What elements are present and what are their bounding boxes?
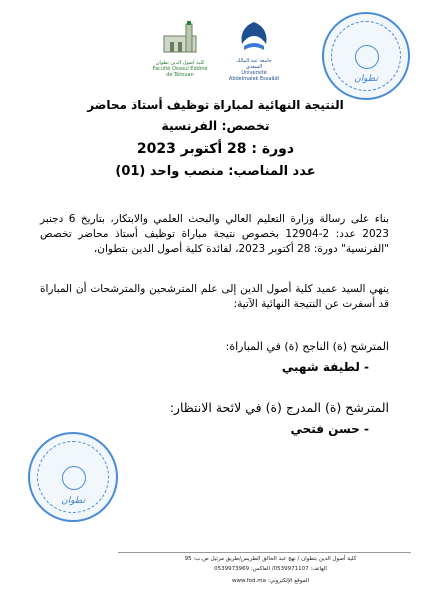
- session-date: دورة : 28 أكتوبر 2023: [136, 141, 295, 157]
- successful-candidate-name: - لطيفة شهبي: [281, 360, 369, 374]
- footer-website: الموقع الإلكتروني: www.fod.ma: [232, 578, 309, 584]
- footer-divider: [118, 552, 411, 553]
- faculty-logo: [150, 20, 210, 78]
- university-logo: [228, 20, 280, 82]
- official-stamp-bottom: تطوان: [28, 432, 118, 522]
- footer-address: كلية أصول الدين بتطوان / نهج عبد الخالق الطريس/طريق مرتيل ص.ب: 95: [184, 556, 357, 562]
- stamp-emblem-icon: [355, 45, 379, 69]
- waiting-list-label: المترشح (ة) المدرج (ة) في لائحة الانتظار:: [169, 400, 389, 415]
- specialization: تخصص: الفرنسية: [161, 118, 270, 133]
- official-stamp-top: تطوان: [322, 12, 410, 100]
- faculty-name-latin: Faculté Ossoul Eddine de Tétouan: [152, 66, 208, 78]
- announcement-paragraph: ينهي السيد عميد كلية أصول الدين إلى علم المترشحين والمترشحات أن المباراة قد أسفرت عن النتيجة النهائية الآتية:: [40, 283, 389, 310]
- footer-phone: الهاتف: 0539971107/ الفاكس: 0539973969: [214, 566, 327, 572]
- waiting-list-name: - حسن فتحي: [290, 422, 369, 436]
- announcement-title: النتيجة النهائية لمباراة توظيف أستاذ محاضر: [87, 98, 344, 112]
- positions-count: عدد المناصب: منصب واحد (01): [115, 164, 316, 179]
- reference-paragraph: بناء على رسالة وزارة التعليم العالي والبحث العلمي والابتكار، بتاريخ 6 دجنبر 2023 عدد: 2-12904 بخصوص نتيجة مباراة توظيف أستاذ محاضر تخصص "الفرنسية" دورة: 28 أكتوبر 2023، لفائدة كلية أصول الدين بتطوان،: [40, 213, 389, 255]
- faculty-name: كلية أصول الدين تطوان: [155, 60, 205, 66]
- stamp-emblem-icon: [62, 466, 86, 490]
- university-emblem-icon: [234, 20, 274, 54]
- university-name: جامعة عبد المالك السعدي: [236, 58, 272, 70]
- university-name-latin: Université Abdelmalek Essaâdi: [228, 70, 280, 82]
- faculty-building-icon: [156, 20, 204, 56]
- successful-candidate-label: المترشح (ة) الناجح (ة) في المباراة:: [225, 340, 389, 353]
